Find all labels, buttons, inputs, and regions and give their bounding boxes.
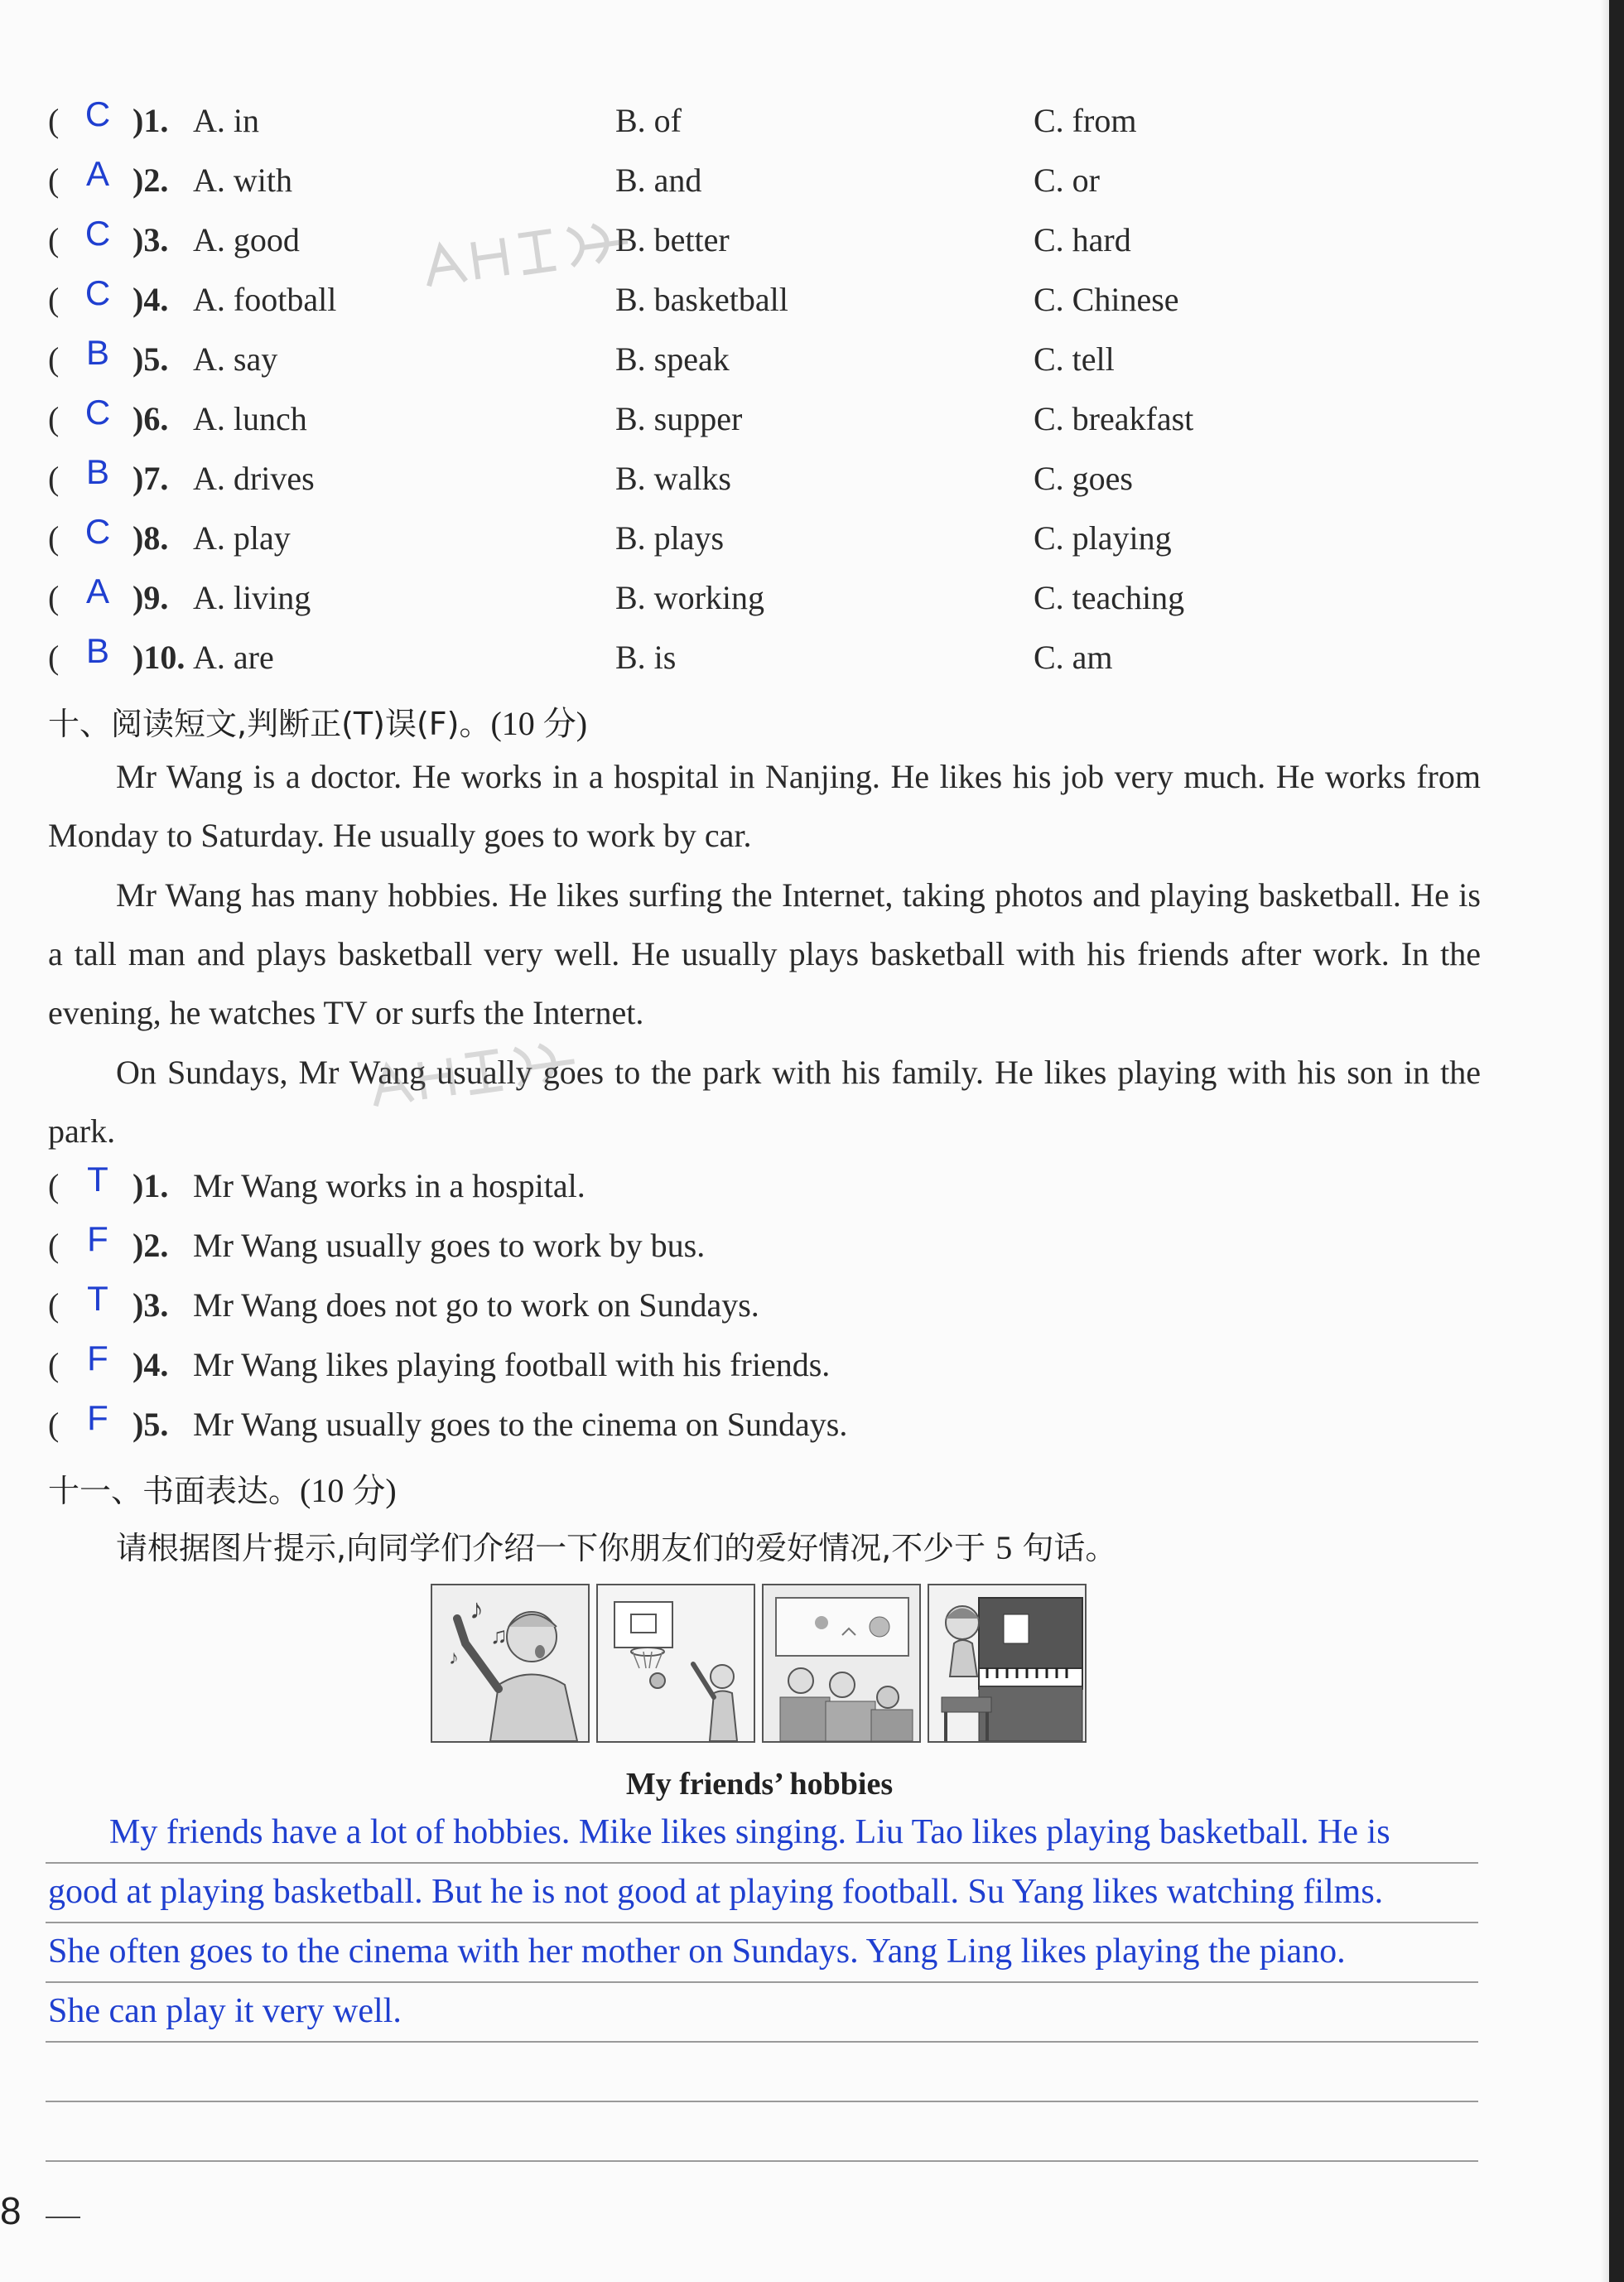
cinema-illustration [764,1585,919,1741]
question-number: )5. [133,1406,169,1443]
option-a: A. play [193,519,291,557]
mc-row [48,631,1456,684]
option-c: C. goes [1034,460,1133,497]
option-b: B. of [615,102,682,139]
basketball-illustration [598,1585,754,1741]
answer-letter: C [84,273,111,312]
statement: Mr Wang works in a hospital. [193,1167,586,1204]
question-number: )2. [133,1227,169,1264]
answer-letter: C [84,512,111,551]
reading-paragraph: On Sundays, Mr Wang usually goes to the park with his family. He likes playing with his son in the park. [48,1054,1481,1150]
mc-row [48,214,1456,267]
open-paren: ( [48,221,60,258]
answer-letter: C [84,393,111,432]
option-a: A. living [193,579,311,616]
open-paren: ( [48,281,60,318]
question-number: )2. [133,162,169,199]
answer-letter: C [84,94,111,133]
page-number: 8 [0,2189,22,2232]
page-edge-shadow [1601,0,1609,2282]
writing-rule [46,1922,1478,1923]
mc-row [48,273,1456,326]
answer-letter: A [85,572,109,610]
reading-paragraph: Mr Wang is a doctor. He works in a hospital in Nanjing. He likes his job very much. He works from Monday to Saturday. He usually goes to work by car. [48,758,1481,854]
singing-illustration [432,1585,588,1741]
option-a: A. say [193,340,278,378]
question-number: )3. [133,221,169,258]
option-c: C. hard [1034,221,1131,258]
writing-rule [46,2101,1478,2102]
tf-row [48,1219,1456,1272]
option-c: C. am [1034,639,1113,676]
question-number: )6. [133,400,169,437]
tf-row [48,1160,1456,1213]
answer-letter: T [87,1279,108,1318]
tf-row [48,1279,1456,1332]
writing-instruction [116,1522,1116,1568]
option-a: A. football [193,281,337,318]
tf-row [48,1339,1456,1392]
section-10-heading [48,697,587,745]
mc-row [48,572,1456,625]
section-11-points: (10 分) [300,1472,397,1509]
option-b: B. working [615,579,764,616]
option-b: B. and [615,162,702,199]
question-number: )4. [133,1346,169,1383]
option-c: C. tell [1034,340,1115,378]
section-10-points: (10 分) [490,705,588,742]
question-number: )7. [133,460,169,497]
option-a: A. lunch [193,400,307,437]
option-c: C. or [1034,162,1100,199]
svg-text:♪: ♪ [449,1648,459,1669]
hobby-pictures [431,1584,1093,1741]
handwritten-answer-line: My friends have a lot of hobbies. Mike likes singing. Liu Tao likes playing basketball. He is [109,1813,1390,1851]
svg-text:♪: ♪ [470,1595,484,1625]
option-c: C. teaching [1034,579,1185,616]
option-a: A. good [193,221,300,258]
answer-letter: A [85,154,109,193]
open-paren: ( [48,102,60,139]
tf-row [48,1398,1456,1451]
answer-letter: B [85,631,109,670]
question-number: )3. [133,1286,169,1324]
answer-letter: T [87,1160,108,1199]
mc-row [48,512,1456,565]
statement: Mr Wang usually goes to the cinema on Sundays. [193,1406,848,1443]
statement: Mr Wang likes playing football with his friends. [193,1346,831,1383]
option-b: B. better [615,221,730,258]
answer-letter: C [84,214,111,253]
question-number: )1. [133,102,169,139]
option-c: C. playing [1034,519,1172,557]
reading-paragraph: Mr Wang has many hobbies. He likes surfing the Internet, taking photos and playing basketball. He is a tall man and plays basketball very well. He usually plays basketball with his friends after work. In the evening, he watches TV or surfs the Internet. [48,876,1481,1031]
open-paren: ( [48,1286,60,1324]
statement: Mr Wang usually goes to work by bus. [193,1227,706,1264]
mc-row [48,452,1456,505]
handwritten-answer-line: She often goes to the cinema with her mother on Sundays. Yang Ling likes playing the piano. [48,1932,1346,1971]
handwritten-answer-line: She can play it very well. [48,1992,402,2030]
mc-row [48,94,1456,147]
option-b: B. plays [615,519,725,557]
open-paren: ( [48,340,60,378]
page-edge-bar [1609,0,1624,2282]
cinema-picture [762,1584,921,1743]
option-b: B. speak [615,340,730,378]
answer-letter: F [87,1339,108,1377]
open-paren: ( [48,639,60,676]
writing-rule [46,1981,1478,1983]
answer-letter: B [85,333,109,372]
instruction-number: 5 [995,1529,1013,1566]
question-number: )5. [133,340,169,378]
piano-illustration [929,1585,1085,1741]
singing-picture [431,1584,590,1743]
option-a: A. are [193,639,274,676]
option-c: C. from [1034,102,1137,139]
question-number: )1. [133,1167,169,1204]
statement: Mr Wang does not go to work on Sundays. [193,1286,759,1324]
answer-letter: B [85,452,109,491]
option-b: B. basketball [615,281,788,318]
writing-title: My friends’ hobbies [625,1767,894,1802]
section-11-heading [48,1464,397,1512]
mc-row [48,333,1456,386]
open-paren: ( [48,162,60,199]
option-c: C. Chinese [1034,281,1179,318]
open-paren: ( [48,460,60,497]
open-paren: ( [48,1227,60,1264]
section-10-title: 十、阅读短文,判断正(T)误(F)。 [48,706,491,742]
section-11-title: 十一、书面表达。 [48,1473,301,1509]
open-paren: ( [48,1346,60,1383]
page-number-dash [46,2217,80,2218]
question-number: )10. [133,639,186,676]
question-number: )8. [133,519,169,557]
open-paren: ( [48,579,60,616]
instruction-text: 请根据图片提示,向同学们介绍一下你朋友们的爱好情况,不少于 [116,1530,996,1566]
writing-rule [46,2041,1478,2043]
open-paren: ( [48,400,60,437]
piano-picture [928,1584,1087,1743]
answer-letter: F [87,1398,108,1437]
option-b: B. supper [615,400,743,437]
writing-rule [46,2160,1478,2162]
option-a: A. with [193,162,292,199]
option-b: B. walks [615,460,731,497]
instruction-text-end: 句话。 [1012,1530,1117,1566]
basketball-picture [596,1584,755,1743]
open-paren: ( [48,1406,60,1443]
answer-letter: F [87,1219,108,1258]
question-number: )9. [133,579,169,616]
option-a: A. in [193,102,259,139]
option-a: A. drives [193,460,315,497]
mc-row [48,393,1456,446]
svg-text:♫: ♫ [490,1623,508,1649]
writing-rule [46,1862,1478,1864]
open-paren: ( [48,519,60,557]
option-c: C. breakfast [1034,400,1194,437]
handwritten-answer-line: good at playing basketball. But he is not good at playing football. Su Yang likes watching films. [48,1873,1384,1911]
question-number: )4. [133,281,169,318]
option-b: B. is [615,639,677,676]
mc-row [48,154,1456,207]
open-paren: ( [48,1167,60,1204]
